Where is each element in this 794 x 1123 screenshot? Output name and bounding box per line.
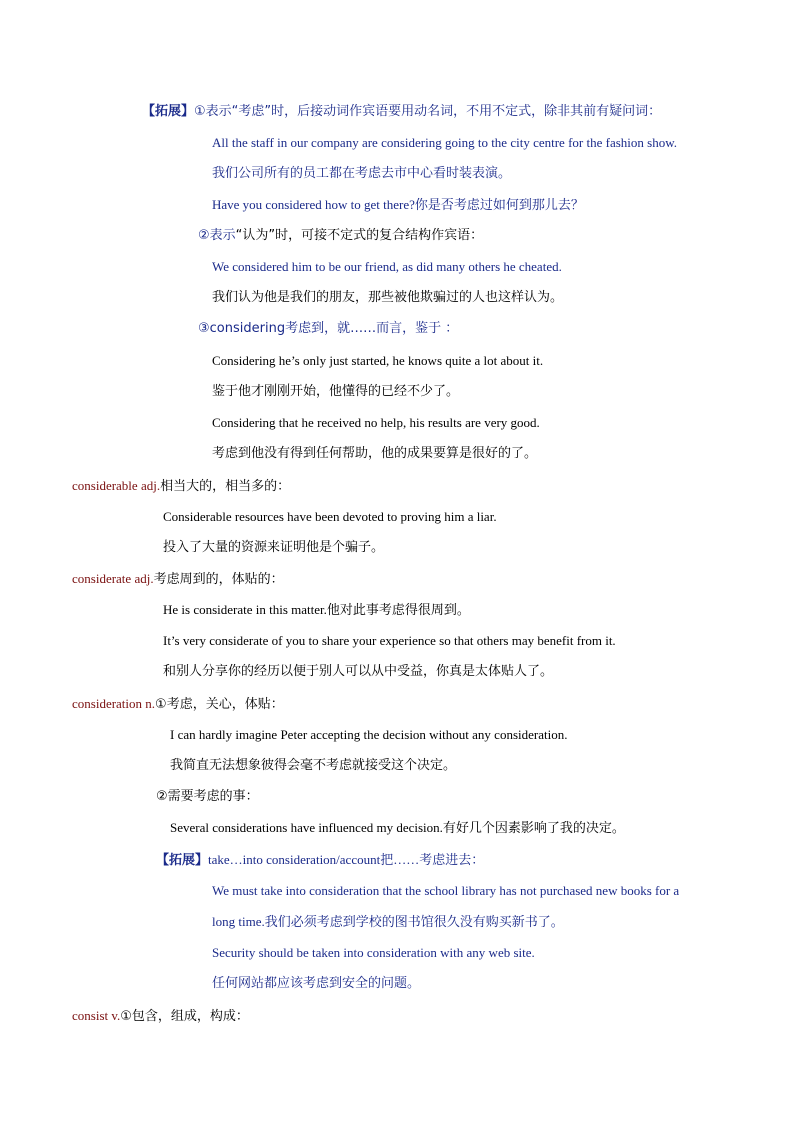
example-mixed: long time.我们必须考虑到学校的图书馆很久没有购买新书了。 (212, 914, 564, 929)
example-en: Have you considered how to get there?你是否考虑过如何到那儿去？ (212, 197, 584, 212)
example-zh: 任何网站都应该考虑到安全的问题。 (212, 976, 421, 991)
entry-considerate (72, 570, 284, 588)
entry-considerable (72, 477, 290, 495)
consider-extension-point2 (198, 227, 483, 245)
example-zh: 和别人分享你的经历以便于别人可以从中受益，你真是太体贴人了。 (163, 664, 554, 679)
example-en: We considered him to be our friend, as did many others he cheated. (212, 259, 562, 274)
example-zh: 考虑到他没有得到任何帮助，他的成果要算是很好的了。 (212, 446, 538, 461)
entry-consideration (72, 695, 284, 713)
extension-tag: 【拓展】 (142, 104, 195, 119)
definition: ①考虑，关心，体贴： (155, 697, 284, 712)
entry-consist (72, 1007, 249, 1025)
example-zh: 我简直无法想象彼得会毫不考虑就接受这个决定。 (170, 758, 457, 773)
headword: consideration n. (72, 696, 156, 711)
example-en: Considering that he received no help, his results are very good. (212, 415, 540, 430)
definition: 考虑周到的，体贴的： (153, 572, 284, 587)
example-zh: 我们公司所有的员工都在考虑去市中心看时装表演。 (212, 166, 512, 181)
point2-prefix: ②表示 (198, 228, 236, 243)
headword: consist v. (72, 1008, 121, 1023)
example-zh: 投入了大量的资源来证明他是个骗子。 (163, 540, 385, 555)
headword: considerable adj. (72, 478, 161, 493)
example-zh: 鉴于他才刚刚开始，他懂得的已经不少了。 (212, 384, 460, 399)
example-mixed: Several considerations have influenced my decision.有好几个因素影响了我的决定。 (170, 820, 625, 835)
definition: 相当大的，相当多的： (160, 479, 291, 494)
example-en: All the staff in our company are considering going to the city centre for the fashion show. (212, 135, 677, 150)
example-en: Security should be taken into consideration with any web site. (212, 945, 535, 960)
extension-tag: 【拓展】 (156, 853, 209, 868)
example-en: I can hardly imagine Peter accepting the decision without any consideration. (170, 727, 568, 742)
example-en: Considering he’s only just started, he knows quite a lot about it. (212, 353, 544, 368)
definition-2: ②需要考虑的事： (156, 789, 259, 804)
consider-extension-point3: ③considering考虑到，就……而言，鉴于 ： (198, 321, 459, 336)
point2-text: “认为”时，可接不定式的复合结构作宾语： (235, 228, 484, 243)
headword: considerate adj. (72, 571, 154, 586)
example-en: It’s very considerate of you to share your experience so that others may benefit from it. (163, 633, 616, 648)
definition: ①包含，组成，构成： (120, 1009, 249, 1024)
extension-phrase: take…into consideration/account把……考虑进去： (208, 852, 485, 867)
consideration-extension (156, 851, 484, 869)
example-en: Considerable resources have been devoted to proving him a liar. (163, 509, 497, 524)
example-mixed: He is considerate in this matter.他对此事考虑得很周到。 (163, 602, 470, 617)
extension-point1-text: ①表示“考虑”时，后接动词作宾语要用动名词，不用不定式，除非其前有疑问词： (194, 104, 662, 119)
example-en: We must take into consideration that the school library has not purchased new books for a (212, 883, 680, 898)
example-zh: 我们认为他是我们的朋友，那些被他欺骗过的人也这样认为。 (212, 290, 564, 305)
consider-extension-point1 (142, 103, 661, 121)
